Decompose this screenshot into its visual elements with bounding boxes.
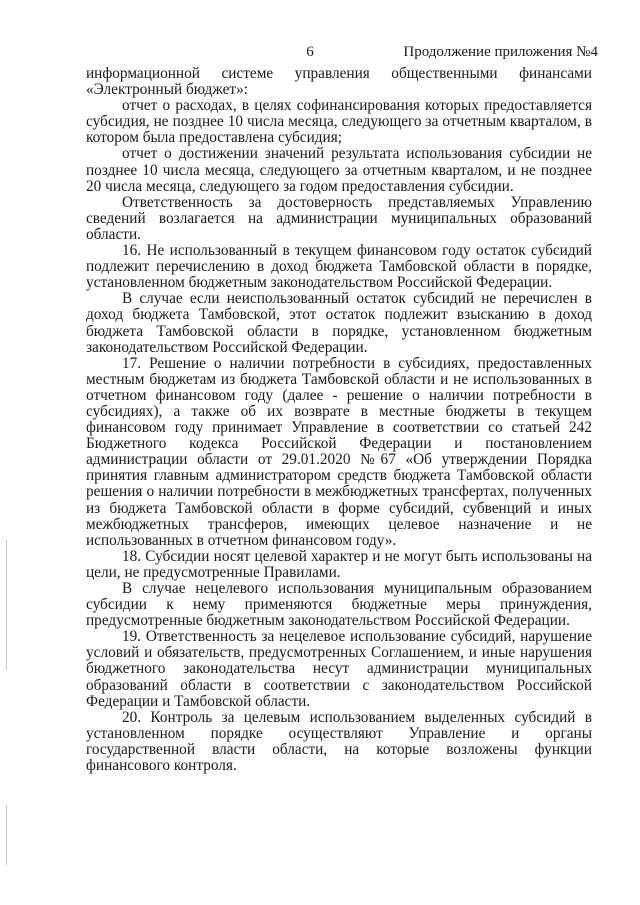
paragraph-clause-20: 20. Контроль за целевым использованием выделенных субсидий в установленном порядке осуществляют Управление и органы государственной власти области, на которые возложены функции финансового контроля. (86, 708, 592, 775)
document-body (86, 66, 592, 774)
paragraph-clause-17: 17. Решение о наличии потребности в субсидиях, предоставленных местным бюджетам из бюджета Тамбовской области и не использованных в отчетном финансовом году (далее - решение о наличии потребности в субсидиях), а также об их возврате в местные бюджеты в текущем финансовом году принимает Управление в соответствии со статьей 242 Бюджетного кодекса Российской Федерации и постановлением администрации области от 29.01.2020 №67 «Об утверждении Порядка принятия главным администратором средств бюджета Тамбовской области решения о наличии потребности в межбюджетных трансфертах, полученных из бюджета Тамбовской области в форме субсидий, субвенций и иных межбюджетных трансферов, имеющих целевое назначение и не использованных в отчетном финансовом году». (86, 354, 592, 549)
paragraph-clause-16-recovery: В случае если неиспользованный остаток субсидий не перечислен в доход бюджета Тамбовской, этот остаток подлежит взысканию в доход бюджета Тамбовской области в порядке, установленном бюджетным законодательством Российской Федерации. (86, 290, 592, 356)
paragraph-continuation: информационной системе управления общественными финансами «Электронный бюджет»: (86, 65, 592, 99)
paragraph-responsibility: Ответственность за достоверность представляемых Управлению сведений возлагается на администрации муниципальных образований области. (86, 193, 592, 243)
paragraph-expense-report: отчет о расходах, в целях софинансирования которых предоставляется субсидия, не позднее 10 числа месяца, следующего за отчетным кварталом, в котором была предоставлена субсидия; (86, 97, 592, 147)
paragraph-clause-16: 16. Не использованный в текущем финансовом году остаток субсидий подлежит перечислению в доход бюджета Тамбовской области в порядке, установленном бюджетным законодательством Российской Федерации. (86, 242, 592, 292)
binding-margin-mark (6, 805, 7, 865)
paragraph-clause-18-misuse: В случае нецелевого использования муниципальным образованием субсидии к нему применяются бюджетные меры принуждения, предусмотренные бюджетным законодательством Российской Федерации. (86, 580, 592, 630)
page-number: 6 (306, 44, 314, 60)
paragraph-clause-18: 18. Субсидии носят целевой характер и не могут быть использованы на цели, не предусмотренные Правилами. (86, 547, 592, 581)
paragraph-clause-19: 19. Ответственность за нецелевое использование субсидий, нарушение условий и обязательств, предусмотренных Соглашением, и иные нарушения бюджетного законодательства несут администрации муниципальных образований области в соответствии с законодательством Российской Федерации и Тамбовской области. (86, 628, 592, 710)
binding-margin-mark (6, 540, 7, 670)
appendix-continuation-note: Продолжение приложения №4 (403, 44, 598, 60)
paragraph-result-report: отчет о достижении значений результата использования субсидии не позднее 10 числа месяца, следующего за отчетным кварталом, и не позднее 20 числа месяца, следующего за годом предоставления субсидии. (86, 145, 592, 195)
